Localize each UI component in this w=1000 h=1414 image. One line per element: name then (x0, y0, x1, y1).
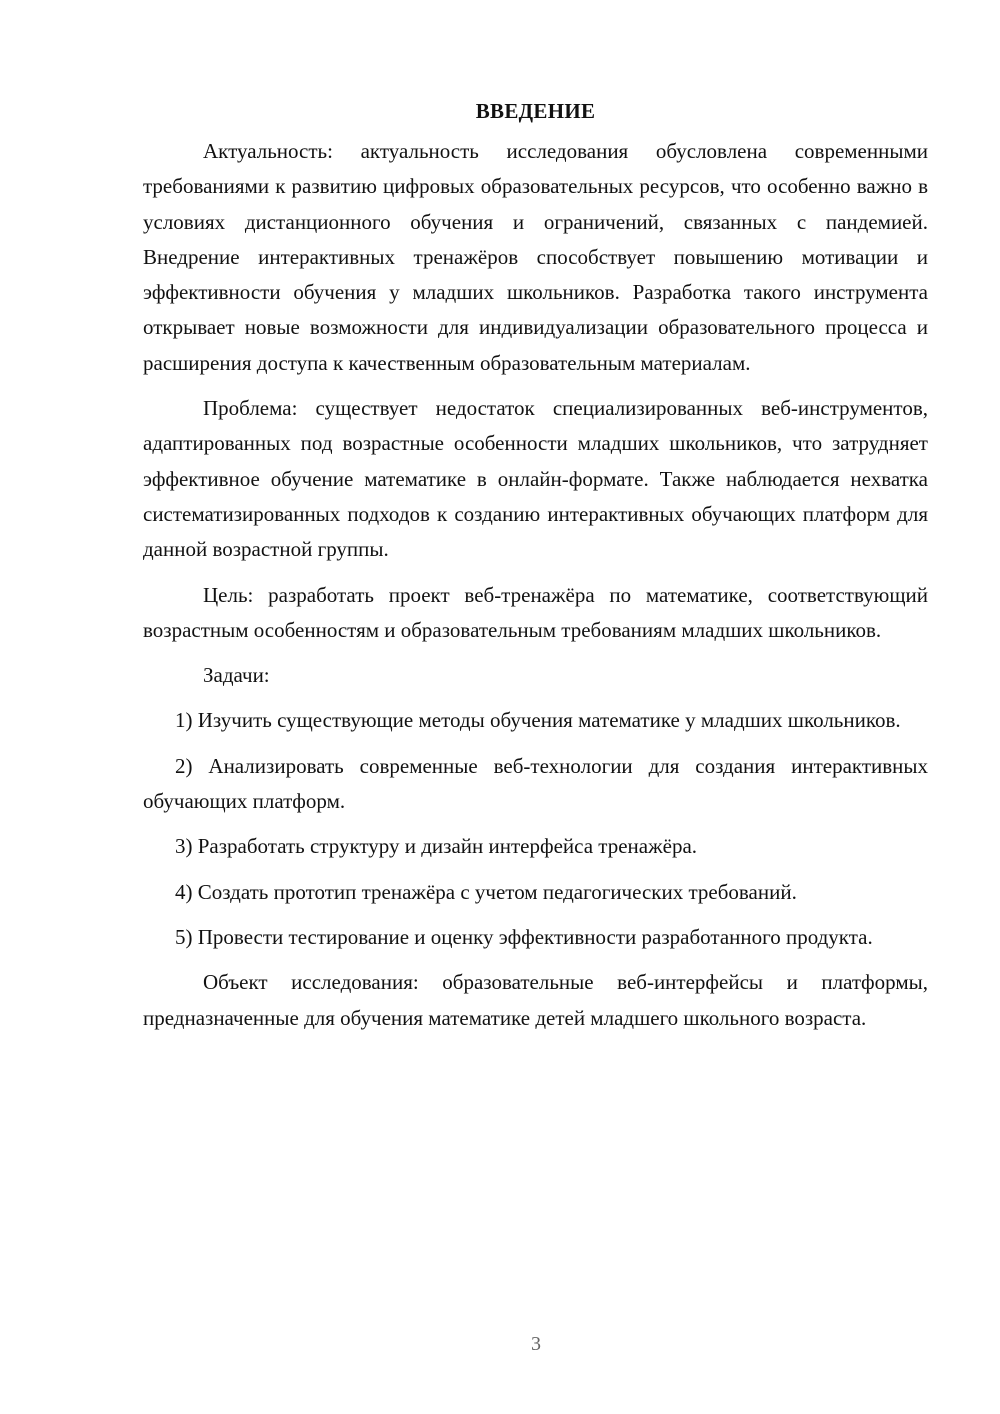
paragraph-goal: Цель: разработать проект веб-тренажёра по математике, соответствующий возрастным особенностям и образовательным требованиям младших школьников. (143, 582, 928, 642)
task-item-5: 5) Провести тестирование и оценку эффективности разработанного продукта. (175, 924, 873, 949)
task-item-1: 1) Изучить существующие методы обучения математике у младших школьников. (175, 708, 901, 733)
task-item-2: 2) Анализировать современные веб-технологии для создания интерактивных обучающих платформ. (143, 753, 928, 814)
task-item-3: 3) Разработать структуру и дизайн интерфейса тренажёра. (175, 834, 698, 859)
task-list (143, 703, 928, 955)
page-number: 3 (531, 1333, 541, 1355)
task-item-4: 4) Создать прототип тренажёра с учетом педагогических требований. (175, 879, 797, 904)
paragraph-research-object: Объект исследования: образовательные веб-интерфейсы и платформы, предназначенные для обучения математике детей младшего школьного возраста. (143, 970, 928, 1030)
paragraph-problem: Проблема: существует недостаток специализированных веб-инструментов, адаптированных под возрастные особенности младших школьников, что затрудняет эффективное обучение математике в онлайн-формате. Также наблюдается нехватка систематизированных подходов к созданию интерактивных обучающих платформ для данной возрастной группы. (143, 396, 928, 562)
paragraph-tasks-heading: Задачи: (203, 663, 270, 688)
document-page (143, 96, 928, 1036)
section-title: ВВЕДЕНИЕ (475, 99, 596, 123)
paragraph-relevance: Актуальность: актуальность исследования обусловлена современными требованиями к развитию цифровых образовательных ресурсов, что особенно важно в условиях дистанционного обучения и ограничений, связанных с пандемией. Внедрение интерактивных тренажёров способствует повышению мотивации и эффективности обучения у младших школьников. Разработка такого инструмента открывает новые возможности для индивидуализации образовательного процесса и расширения доступа к качественным образовательным материалам. (143, 139, 928, 375)
